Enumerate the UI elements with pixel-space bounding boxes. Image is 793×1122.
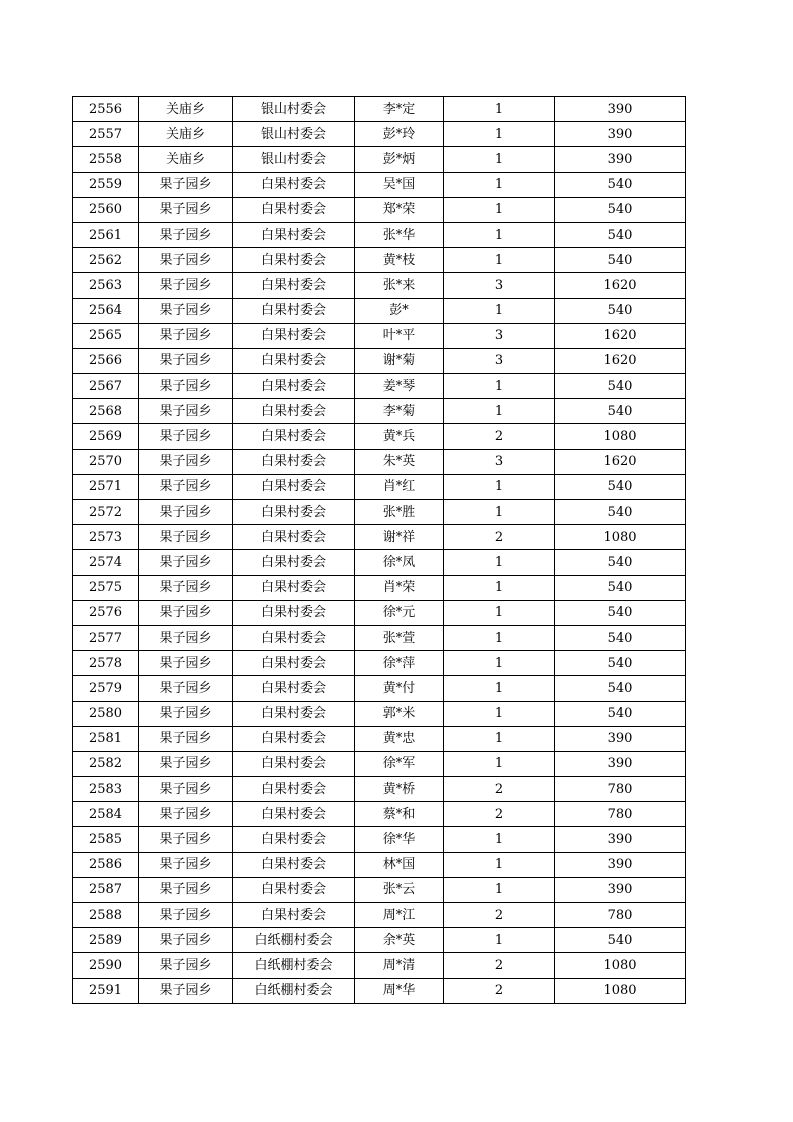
amount-cell: 540 bbox=[555, 500, 686, 525]
amount-cell: 540 bbox=[555, 474, 686, 499]
name-cell: 黄*忠 bbox=[355, 726, 444, 751]
township-cell: 关庙乡 bbox=[139, 97, 233, 122]
row-number-cell: 2585 bbox=[73, 827, 139, 852]
count-cell: 1 bbox=[444, 374, 555, 399]
amount-cell: 1080 bbox=[555, 424, 686, 449]
amount-cell: 1080 bbox=[555, 525, 686, 550]
amount-cell: 540 bbox=[555, 298, 686, 323]
village-committee-cell: 银山村委会 bbox=[233, 122, 355, 147]
count-cell: 1 bbox=[444, 827, 555, 852]
row-number-cell: 2591 bbox=[73, 978, 139, 1003]
name-cell: 张*华 bbox=[355, 222, 444, 247]
village-committee-cell: 白果村委会 bbox=[233, 550, 355, 575]
count-cell: 1 bbox=[444, 248, 555, 273]
amount-cell: 780 bbox=[555, 903, 686, 928]
name-cell: 黄*付 bbox=[355, 676, 444, 701]
amount-cell: 540 bbox=[555, 600, 686, 625]
name-cell: 郑*荣 bbox=[355, 197, 444, 222]
name-cell: 蔡*和 bbox=[355, 802, 444, 827]
row-number-cell: 2574 bbox=[73, 550, 139, 575]
name-cell: 叶*平 bbox=[355, 323, 444, 348]
township-cell: 果子园乡 bbox=[139, 525, 233, 550]
count-cell: 2 bbox=[444, 777, 555, 802]
table-row bbox=[73, 273, 686, 298]
township-cell: 果子园乡 bbox=[139, 625, 233, 650]
amount-cell: 540 bbox=[555, 248, 686, 273]
table-row bbox=[73, 525, 686, 550]
row-number-cell: 2564 bbox=[73, 298, 139, 323]
village-committee-cell: 白果村委会 bbox=[233, 852, 355, 877]
township-cell: 果子园乡 bbox=[139, 474, 233, 499]
township-cell: 果子园乡 bbox=[139, 374, 233, 399]
table-row bbox=[73, 122, 686, 147]
row-number-cell: 2589 bbox=[73, 928, 139, 953]
village-committee-cell: 白纸棚村委会 bbox=[233, 928, 355, 953]
village-committee-cell: 白果村委会 bbox=[233, 449, 355, 474]
table-row bbox=[73, 701, 686, 726]
name-cell: 彭*炳 bbox=[355, 147, 444, 172]
township-cell: 果子园乡 bbox=[139, 827, 233, 852]
name-cell: 彭* bbox=[355, 298, 444, 323]
count-cell: 2 bbox=[444, 802, 555, 827]
row-number-cell: 2587 bbox=[73, 877, 139, 902]
row-number-cell: 2566 bbox=[73, 348, 139, 373]
row-number-cell: 2563 bbox=[73, 273, 139, 298]
name-cell: 黄*桥 bbox=[355, 777, 444, 802]
name-cell: 张*萱 bbox=[355, 625, 444, 650]
count-cell: 1 bbox=[444, 928, 555, 953]
amount-cell: 1620 bbox=[555, 323, 686, 348]
township-cell: 果子园乡 bbox=[139, 575, 233, 600]
table-row bbox=[73, 348, 686, 373]
name-cell: 李*菊 bbox=[355, 399, 444, 424]
count-cell: 1 bbox=[444, 751, 555, 776]
village-committee-cell: 白果村委会 bbox=[233, 298, 355, 323]
village-committee-cell: 白果村委会 bbox=[233, 374, 355, 399]
name-cell: 黄*兵 bbox=[355, 424, 444, 449]
table-row bbox=[73, 222, 686, 247]
village-committee-cell: 白果村委会 bbox=[233, 903, 355, 928]
amount-cell: 390 bbox=[555, 97, 686, 122]
village-committee-cell: 白果村委会 bbox=[233, 676, 355, 701]
township-cell: 果子园乡 bbox=[139, 852, 233, 877]
amount-cell: 540 bbox=[555, 374, 686, 399]
count-cell: 1 bbox=[444, 97, 555, 122]
amount-cell: 390 bbox=[555, 852, 686, 877]
row-number-cell: 2583 bbox=[73, 777, 139, 802]
count-cell: 1 bbox=[444, 600, 555, 625]
table-row bbox=[73, 600, 686, 625]
village-committee-cell: 白果村委会 bbox=[233, 500, 355, 525]
table-row bbox=[73, 928, 686, 953]
township-cell: 果子园乡 bbox=[139, 222, 233, 247]
village-committee-cell: 白果村委会 bbox=[233, 525, 355, 550]
name-cell: 徐*萍 bbox=[355, 651, 444, 676]
count-cell: 2 bbox=[444, 903, 555, 928]
name-cell: 吴*国 bbox=[355, 172, 444, 197]
amount-cell: 780 bbox=[555, 802, 686, 827]
count-cell: 1 bbox=[444, 726, 555, 751]
name-cell: 郭*米 bbox=[355, 701, 444, 726]
count-cell: 1 bbox=[444, 550, 555, 575]
table-row bbox=[73, 248, 686, 273]
name-cell: 徐*华 bbox=[355, 827, 444, 852]
amount-cell: 540 bbox=[555, 701, 686, 726]
township-cell: 果子园乡 bbox=[139, 953, 233, 978]
name-cell: 谢*菊 bbox=[355, 348, 444, 373]
township-cell: 果子园乡 bbox=[139, 928, 233, 953]
row-number-cell: 2576 bbox=[73, 600, 139, 625]
row-number-cell: 2573 bbox=[73, 525, 139, 550]
table-row bbox=[73, 449, 686, 474]
count-cell: 3 bbox=[444, 323, 555, 348]
village-committee-cell: 白果村委会 bbox=[233, 777, 355, 802]
amount-cell: 540 bbox=[555, 575, 686, 600]
count-cell: 1 bbox=[444, 147, 555, 172]
table-row bbox=[73, 625, 686, 650]
name-cell: 黄*枝 bbox=[355, 248, 444, 273]
table-row bbox=[73, 374, 686, 399]
name-cell: 肖*荣 bbox=[355, 575, 444, 600]
row-number-cell: 2581 bbox=[73, 726, 139, 751]
row-number-cell: 2570 bbox=[73, 449, 139, 474]
township-cell: 果子园乡 bbox=[139, 877, 233, 902]
table-row bbox=[73, 575, 686, 600]
village-committee-cell: 白果村委会 bbox=[233, 827, 355, 852]
amount-cell: 540 bbox=[555, 625, 686, 650]
name-cell: 肖*红 bbox=[355, 474, 444, 499]
village-committee-cell: 白果村委会 bbox=[233, 802, 355, 827]
amount-cell: 1620 bbox=[555, 449, 686, 474]
amount-cell: 540 bbox=[555, 651, 686, 676]
name-cell: 周*清 bbox=[355, 953, 444, 978]
count-cell: 1 bbox=[444, 298, 555, 323]
table-row bbox=[73, 550, 686, 575]
count-cell: 1 bbox=[444, 197, 555, 222]
count-cell: 1 bbox=[444, 651, 555, 676]
village-committee-cell: 白果村委会 bbox=[233, 424, 355, 449]
name-cell: 周*华 bbox=[355, 978, 444, 1003]
township-cell: 果子园乡 bbox=[139, 197, 233, 222]
count-cell: 1 bbox=[444, 877, 555, 902]
township-cell: 果子园乡 bbox=[139, 500, 233, 525]
township-cell: 果子园乡 bbox=[139, 424, 233, 449]
table-row bbox=[73, 903, 686, 928]
row-number-cell: 2575 bbox=[73, 575, 139, 600]
row-number-cell: 2580 bbox=[73, 701, 139, 726]
row-number-cell: 2578 bbox=[73, 651, 139, 676]
village-committee-cell: 白果村委会 bbox=[233, 575, 355, 600]
township-cell: 果子园乡 bbox=[139, 978, 233, 1003]
count-cell: 1 bbox=[444, 122, 555, 147]
amount-cell: 390 bbox=[555, 827, 686, 852]
village-committee-cell: 白纸棚村委会 bbox=[233, 953, 355, 978]
amount-cell: 390 bbox=[555, 726, 686, 751]
row-number-cell: 2572 bbox=[73, 500, 139, 525]
amount-cell: 390 bbox=[555, 122, 686, 147]
village-committee-cell: 白果村委会 bbox=[233, 399, 355, 424]
table-row bbox=[73, 802, 686, 827]
amount-cell: 540 bbox=[555, 550, 686, 575]
village-committee-cell: 白果村委会 bbox=[233, 323, 355, 348]
amount-cell: 540 bbox=[555, 197, 686, 222]
count-cell: 2 bbox=[444, 953, 555, 978]
village-committee-cell: 白果村委会 bbox=[233, 701, 355, 726]
count-cell: 1 bbox=[444, 625, 555, 650]
row-number-cell: 2561 bbox=[73, 222, 139, 247]
row-number-cell: 2558 bbox=[73, 147, 139, 172]
township-cell: 果子园乡 bbox=[139, 751, 233, 776]
count-cell: 1 bbox=[444, 500, 555, 525]
township-cell: 果子园乡 bbox=[139, 701, 233, 726]
count-cell: 1 bbox=[444, 852, 555, 877]
table-row bbox=[73, 978, 686, 1003]
township-cell: 果子园乡 bbox=[139, 172, 233, 197]
name-cell: 余*英 bbox=[355, 928, 444, 953]
name-cell: 姜*琴 bbox=[355, 374, 444, 399]
table-row bbox=[73, 751, 686, 776]
table-row bbox=[73, 399, 686, 424]
name-cell: 张*来 bbox=[355, 273, 444, 298]
row-number-cell: 2590 bbox=[73, 953, 139, 978]
amount-cell: 540 bbox=[555, 399, 686, 424]
township-cell: 果子园乡 bbox=[139, 399, 233, 424]
village-committee-cell: 白果村委会 bbox=[233, 877, 355, 902]
table-row bbox=[73, 474, 686, 499]
table-row bbox=[73, 424, 686, 449]
count-cell: 1 bbox=[444, 399, 555, 424]
count-cell: 1 bbox=[444, 575, 555, 600]
data-table bbox=[72, 96, 686, 1004]
table-row bbox=[73, 147, 686, 172]
amount-cell: 390 bbox=[555, 751, 686, 776]
row-number-cell: 2567 bbox=[73, 374, 139, 399]
count-cell: 2 bbox=[444, 525, 555, 550]
row-number-cell: 2584 bbox=[73, 802, 139, 827]
row-number-cell: 2588 bbox=[73, 903, 139, 928]
row-number-cell: 2559 bbox=[73, 172, 139, 197]
amount-cell: 540 bbox=[555, 222, 686, 247]
table-row bbox=[73, 651, 686, 676]
name-cell: 徐*军 bbox=[355, 751, 444, 776]
name-cell: 张*云 bbox=[355, 877, 444, 902]
village-committee-cell: 银山村委会 bbox=[233, 97, 355, 122]
table-body bbox=[73, 97, 686, 1004]
village-committee-cell: 白果村委会 bbox=[233, 172, 355, 197]
count-cell: 1 bbox=[444, 172, 555, 197]
row-number-cell: 2577 bbox=[73, 625, 139, 650]
count-cell: 3 bbox=[444, 449, 555, 474]
village-committee-cell: 白果村委会 bbox=[233, 600, 355, 625]
township-cell: 果子园乡 bbox=[139, 777, 233, 802]
name-cell: 彭*玲 bbox=[355, 122, 444, 147]
village-committee-cell: 白纸棚村委会 bbox=[233, 978, 355, 1003]
table-row bbox=[73, 298, 686, 323]
name-cell: 谢*祥 bbox=[355, 525, 444, 550]
township-cell: 果子园乡 bbox=[139, 903, 233, 928]
township-cell: 果子园乡 bbox=[139, 802, 233, 827]
township-cell: 果子园乡 bbox=[139, 348, 233, 373]
village-committee-cell: 银山村委会 bbox=[233, 147, 355, 172]
table-row bbox=[73, 852, 686, 877]
amount-cell: 1080 bbox=[555, 953, 686, 978]
village-committee-cell: 白果村委会 bbox=[233, 726, 355, 751]
count-cell: 1 bbox=[444, 701, 555, 726]
township-cell: 果子园乡 bbox=[139, 600, 233, 625]
township-cell: 果子园乡 bbox=[139, 676, 233, 701]
name-cell: 林*国 bbox=[355, 852, 444, 877]
township-cell: 果子园乡 bbox=[139, 550, 233, 575]
amount-cell: 780 bbox=[555, 777, 686, 802]
name-cell: 徐*元 bbox=[355, 600, 444, 625]
count-cell: 2 bbox=[444, 978, 555, 1003]
amount-cell: 540 bbox=[555, 172, 686, 197]
village-committee-cell: 白果村委会 bbox=[233, 248, 355, 273]
count-cell: 1 bbox=[444, 676, 555, 701]
village-committee-cell: 白果村委会 bbox=[233, 651, 355, 676]
table-row bbox=[73, 97, 686, 122]
table-row bbox=[73, 953, 686, 978]
village-committee-cell: 白果村委会 bbox=[233, 273, 355, 298]
row-number-cell: 2568 bbox=[73, 399, 139, 424]
row-number-cell: 2556 bbox=[73, 97, 139, 122]
count-cell: 1 bbox=[444, 222, 555, 247]
village-committee-cell: 白果村委会 bbox=[233, 625, 355, 650]
township-cell: 果子园乡 bbox=[139, 298, 233, 323]
township-cell: 果子园乡 bbox=[139, 273, 233, 298]
row-number-cell: 2562 bbox=[73, 248, 139, 273]
count-cell: 2 bbox=[444, 424, 555, 449]
amount-cell: 1620 bbox=[555, 348, 686, 373]
count-cell: 3 bbox=[444, 348, 555, 373]
row-number-cell: 2579 bbox=[73, 676, 139, 701]
village-committee-cell: 白果村委会 bbox=[233, 474, 355, 499]
table-row bbox=[73, 500, 686, 525]
row-number-cell: 2586 bbox=[73, 852, 139, 877]
township-cell: 果子园乡 bbox=[139, 323, 233, 348]
table-row bbox=[73, 726, 686, 751]
amount-cell: 390 bbox=[555, 147, 686, 172]
township-cell: 果子园乡 bbox=[139, 449, 233, 474]
row-number-cell: 2582 bbox=[73, 751, 139, 776]
township-cell: 果子园乡 bbox=[139, 651, 233, 676]
table-row bbox=[73, 197, 686, 222]
name-cell: 张*胜 bbox=[355, 500, 444, 525]
village-committee-cell: 白果村委会 bbox=[233, 197, 355, 222]
table-row bbox=[73, 323, 686, 348]
table-row bbox=[73, 676, 686, 701]
township-cell: 果子园乡 bbox=[139, 726, 233, 751]
name-cell: 徐*凤 bbox=[355, 550, 444, 575]
amount-cell: 1080 bbox=[555, 978, 686, 1003]
row-number-cell: 2557 bbox=[73, 122, 139, 147]
village-committee-cell: 白果村委会 bbox=[233, 751, 355, 776]
table-row bbox=[73, 172, 686, 197]
village-committee-cell: 白果村委会 bbox=[233, 348, 355, 373]
amount-cell: 540 bbox=[555, 928, 686, 953]
township-cell: 关庙乡 bbox=[139, 122, 233, 147]
row-number-cell: 2565 bbox=[73, 323, 139, 348]
table-row bbox=[73, 877, 686, 902]
row-number-cell: 2560 bbox=[73, 197, 139, 222]
table-row bbox=[73, 777, 686, 802]
amount-cell: 540 bbox=[555, 676, 686, 701]
row-number-cell: 2571 bbox=[73, 474, 139, 499]
name-cell: 朱*英 bbox=[355, 449, 444, 474]
township-cell: 关庙乡 bbox=[139, 147, 233, 172]
township-cell: 果子园乡 bbox=[139, 248, 233, 273]
name-cell: 李*定 bbox=[355, 97, 444, 122]
village-committee-cell: 白果村委会 bbox=[233, 222, 355, 247]
table-row bbox=[73, 827, 686, 852]
amount-cell: 390 bbox=[555, 877, 686, 902]
count-cell: 1 bbox=[444, 474, 555, 499]
amount-cell: 1620 bbox=[555, 273, 686, 298]
name-cell: 周*江 bbox=[355, 903, 444, 928]
count-cell: 3 bbox=[444, 273, 555, 298]
row-number-cell: 2569 bbox=[73, 424, 139, 449]
